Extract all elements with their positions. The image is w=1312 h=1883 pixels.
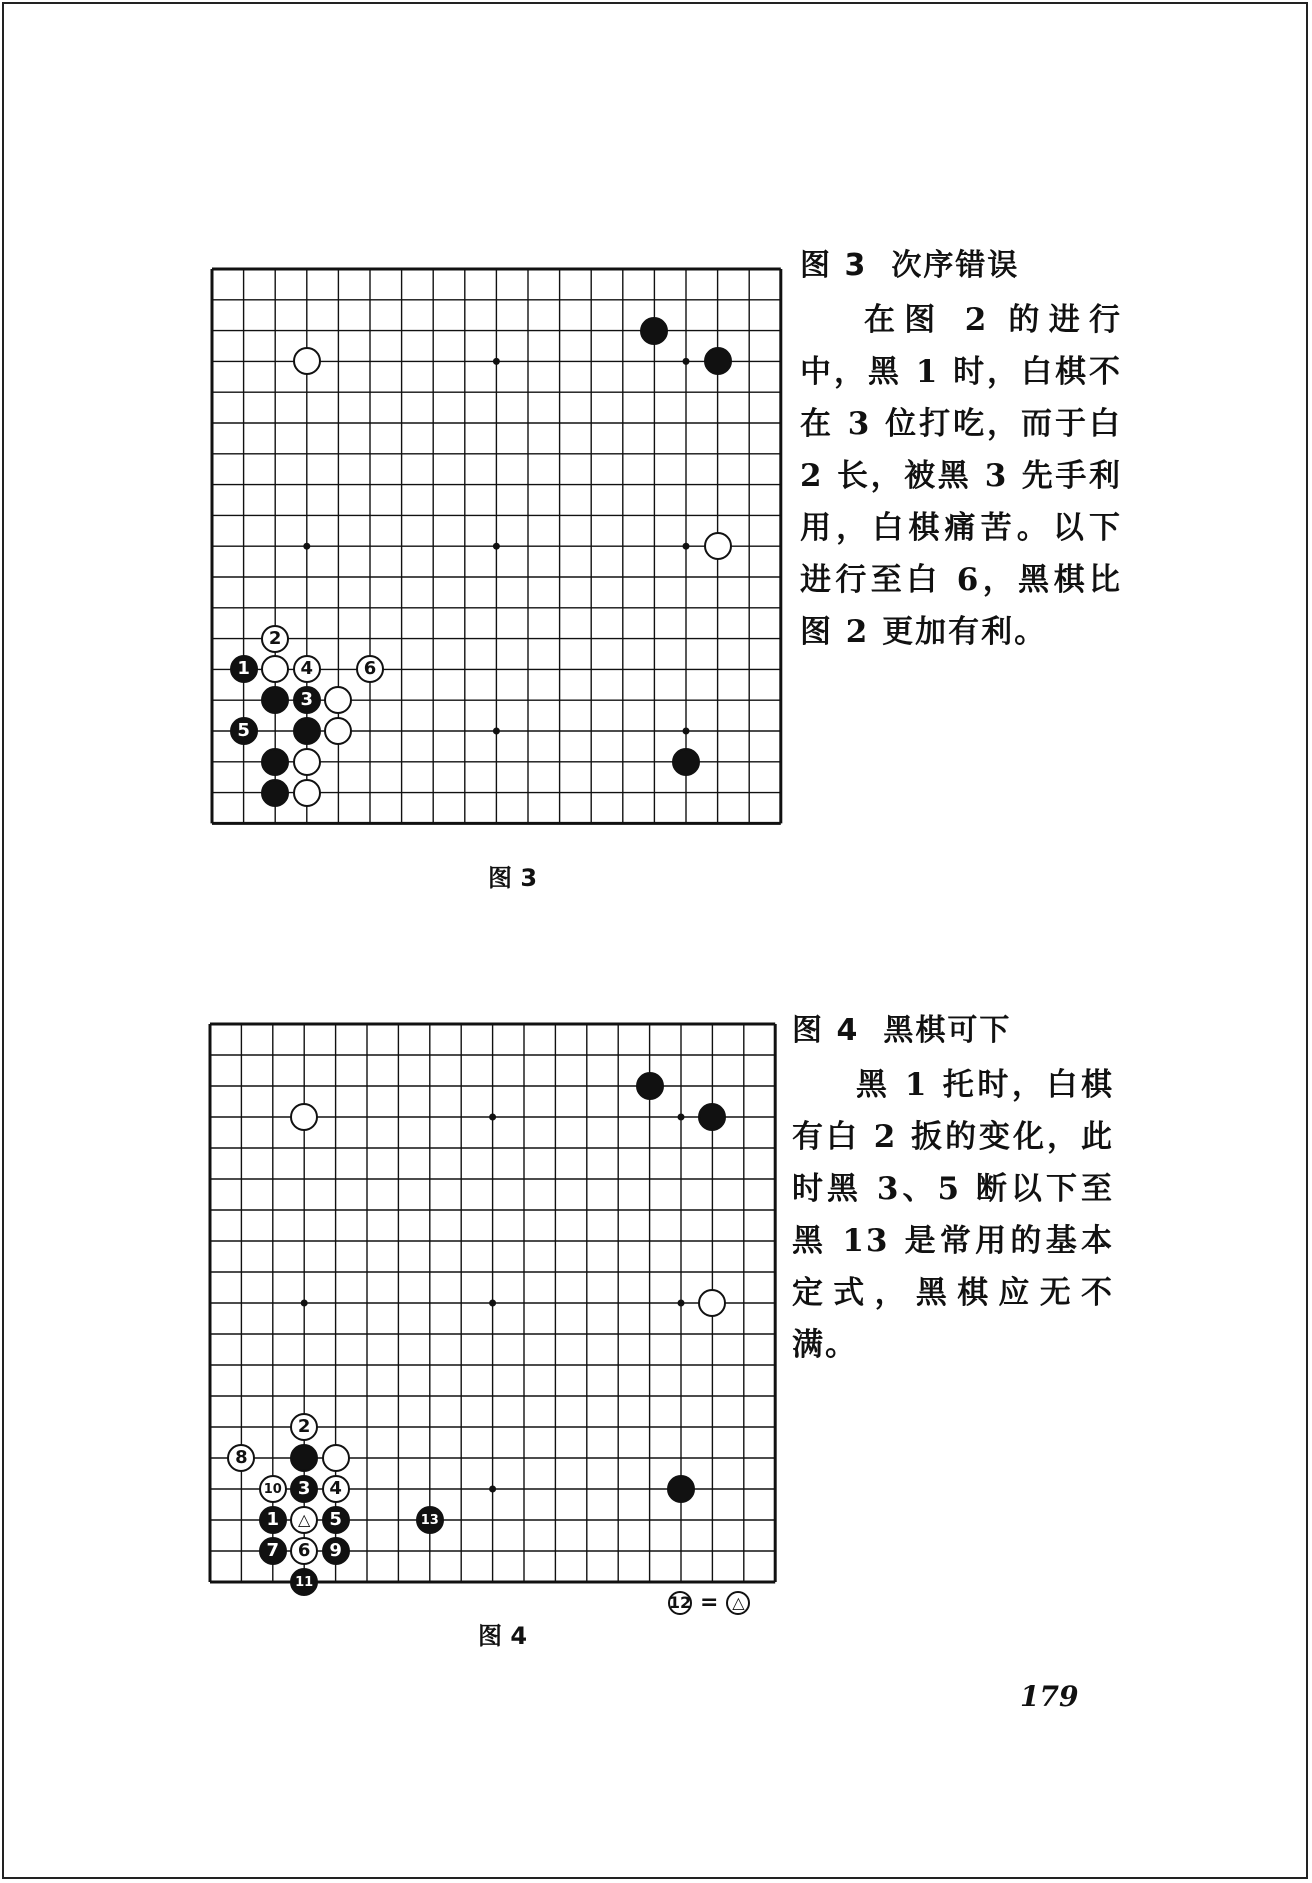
black-stone: [261, 748, 289, 776]
white-stone: [293, 347, 321, 375]
white-stone-4: 4: [293, 655, 321, 683]
white-stone-△: △: [290, 1506, 318, 1534]
white-stone: [290, 1103, 318, 1131]
black-stone-9: 9: [322, 1537, 350, 1565]
black-stone-11: 11: [290, 1568, 318, 1596]
black-stone: [290, 1444, 318, 1472]
star-point: [489, 1300, 496, 1307]
page-number: 179: [1020, 1680, 1079, 1713]
star-point: [683, 358, 690, 365]
black-stone: [636, 1072, 664, 1100]
white-stone: [293, 748, 321, 776]
diagram-3-caption: 图 3: [488, 864, 538, 892]
black-stone: [672, 748, 700, 776]
white-stone-2: 2: [261, 625, 289, 653]
black-stone: [704, 347, 732, 375]
black-stone-5: 5: [322, 1506, 350, 1534]
star-point: [678, 1114, 685, 1121]
black-stone-7: 7: [259, 1537, 287, 1565]
black-stone-1: 1: [259, 1506, 287, 1534]
note-white-stone-12: 12: [668, 1591, 692, 1615]
black-stone-13: 13: [416, 1506, 444, 1534]
diagram-3-title-number: 图 3: [800, 248, 868, 283]
white-stone-4: 4: [322, 1475, 350, 1503]
black-stone-3: 3: [290, 1475, 318, 1503]
star-point: [301, 1300, 308, 1307]
diagram-4-caption: 图 4: [478, 1622, 528, 1650]
star-point: [303, 543, 310, 550]
black-stone-1: 1: [230, 655, 258, 683]
white-stone: [322, 1444, 350, 1472]
white-stone-6: 6: [290, 1537, 318, 1565]
star-point: [493, 728, 500, 735]
black-stone: [261, 779, 289, 807]
white-stone: [293, 779, 321, 807]
star-point: [683, 728, 690, 735]
black-stone-5: 5: [230, 717, 258, 745]
star-point: [493, 358, 500, 365]
star-point: [489, 1486, 496, 1493]
black-stone: [293, 717, 321, 745]
note-equals: =: [700, 1590, 719, 1615]
diagram-4-title-text: 黑棋可下: [883, 1013, 1012, 1048]
diagram-3-body: 在图 2 的进行中，黑 1 时，白棋不在 3 位打吃，而于白 2 长，被黑 3 先手利用，白棋痛苦。以下进行至白 6，黑棋比图 2 更加有利。: [800, 302, 1122, 650]
diagram-4-title-number: 图 4: [792, 1013, 860, 1048]
diagram-3-title: [800, 240, 1122, 292]
black-stone-3: 3: [293, 686, 321, 714]
star-point: [493, 543, 500, 550]
diagram-3-description: [800, 240, 1122, 658]
star-point: [678, 1300, 685, 1307]
black-stone: [667, 1475, 695, 1503]
star-point: [683, 543, 690, 550]
white-stone-8: 8: [227, 1444, 255, 1472]
star-point: [489, 1114, 496, 1121]
diagram-4-body: 黑 1 托时，白棋有白 2 扳的变化，此时黑 3、5 断以下至黑 13 是常用的基本定式，黑棋应无不满。: [792, 1067, 1114, 1363]
diagram-3-title-text: 次序错误: [891, 248, 1020, 283]
white-stone: [704, 532, 732, 560]
note-triangle-stone: △: [726, 1591, 750, 1615]
diagram-4-title: [792, 1005, 1114, 1057]
white-stone-6: 6: [356, 655, 384, 683]
diagram-4-description: [792, 1005, 1114, 1371]
white-stone-2: 2: [290, 1413, 318, 1441]
white-stone-10: 10: [259, 1475, 287, 1503]
diagram-4-note: [668, 1590, 750, 1615]
black-stone: [640, 317, 668, 345]
